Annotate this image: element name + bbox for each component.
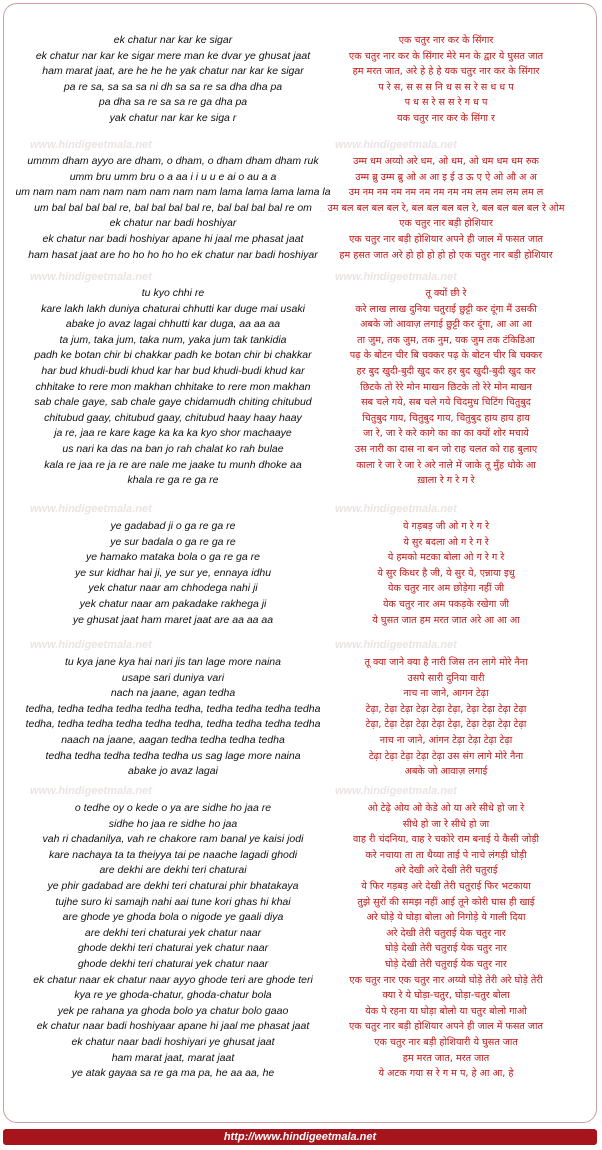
watermark-text: www.hindigeetmala.net: [335, 503, 457, 515]
footer-url-bar: http://www.hindigeetmala.net: [3, 1129, 597, 1145]
lyric-hindi: चितुबुद गाय, चितुबुद गाय, चितुबुद हाय हाय हाय: [362, 412, 530, 424]
lyric-english: ham hasat jaat are ho ho ho ho ho ek chatur nar badi hoshiyar: [28, 248, 318, 261]
lyric-line: [0, 566, 602, 582]
lyric-english: kare nachaya ta ta theiyya tai pe naache lagadi ghodi: [48, 848, 298, 861]
watermark-text: www.hindigeetmala.net: [335, 139, 457, 151]
lyric-line: [0, 550, 602, 566]
lyric-hindi: हम हसत जात अरे हो हो हो हो हो एक चतुर नार बड़ी होशियार: [339, 249, 553, 261]
lyric-line: [0, 764, 602, 780]
lyric-english: tedha tedha tedha tedha tedha us sag lage more naina: [45, 749, 301, 762]
lyric-hindi: यक चतुर नार कर के सिंगा र: [397, 112, 495, 124]
watermark-text: www.hindigeetmala.net: [30, 271, 152, 283]
lyric-line: [0, 973, 602, 989]
lyric-line: [0, 941, 602, 957]
lyric-hindi: टेढ़ा, टेढ़ा टेढ़ा टेढ़ा टेढ़ा टेढ़ा, टेढ़ा टेढ़ा टेढ़ा टेढ़ा: [365, 719, 527, 731]
lyric-line: [0, 64, 602, 80]
lyric-english: ta jum, taka jum, taka num, yaka jum tak tankidia: [59, 333, 287, 346]
lyric-hindi: ये सुर किधर है जी, ये सुर ये, एन्नाया इधु: [377, 567, 515, 579]
lyric-english: yek pe rahana ya ghoda bolo ya chatur bolo gaao: [57, 1004, 289, 1017]
lyric-english: chitubud gaay, chitubud gaay, chitubud haay haay haay: [44, 411, 302, 424]
lyric-english: ye sur badala o ga re ga re: [110, 535, 236, 548]
lyric-english: har bud khudi-budi khud kar har bud khudi-budi khud kar: [41, 364, 305, 377]
lyric-english: yek chatur naar am chhodega nahi ji: [88, 582, 258, 595]
lyric-hindi: ख़ाला रे ग रे ग रे: [417, 475, 475, 487]
lyric-english: kala re jaa re ja re are nale me jaake tu munh dhoke aa: [44, 458, 302, 471]
lyric-english: ghode dekhi teri chaturai yek chatur naar: [77, 957, 269, 970]
lyric-english: ummm dham ayyo are dham, o dham, o dham dham dham ruk: [27, 155, 319, 167]
lyric-english: ye atak gayaa sa re ga ma pa, he aa aa, he: [71, 1067, 275, 1080]
lyric-hindi: ओ टेढ़े ओय ओ केडे ओ या अरे सीधे हो जा रे: [367, 803, 525, 814]
lyric-line: [0, 1066, 602, 1082]
lyric-line: [0, 686, 602, 702]
lyric-line: [0, 988, 602, 1004]
lyric-english: ek chatur naar ek chatur naar ayyo ghode teri are ghode teri: [33, 973, 313, 986]
lyric-hindi: अबके जो आवाज़ लगाई: [404, 766, 488, 778]
lyric-line: [0, 95, 602, 111]
lyric-english: ek chatur nar badi hoshiyar: [109, 217, 237, 230]
lyric-hindi: टेढ़ा, टेढ़ा टेढ़ा टेढ़ा टेढ़ा टेढ़ा, टेढ़ा टेढ़ा टेढ़ा टेढ़ा: [365, 703, 527, 715]
lyric-english: sab chale gaye, sab chale gaye chidamudh chiting chitubud: [34, 396, 312, 409]
lyric-hindi: करे नचाया ता ता थैय्या ताई पे नाचे लंगड़ी घोड़ी: [365, 849, 527, 861]
lyric-english: are dekhi are dekhi teri chaturai: [99, 864, 247, 877]
lyric-line: [0, 395, 602, 411]
lyric-hindi: उसपे सारी दुनिया वारी: [407, 672, 485, 684]
stanza: [0, 801, 602, 1082]
lyric-english: are dekhi teri chaturai yek chatur naar: [84, 926, 262, 939]
lyric-hindi: एक चतुर नार कर के सिंगार: [398, 35, 494, 46]
lyric-english: o tedhe oy o kede o ya are sidhe ho jaa re: [74, 802, 272, 814]
lyric-english: chhitake to rere mon makhan chhitake to rere mon makhan: [35, 380, 311, 393]
lyric-english: yak chatur nar kar ke siga r: [109, 111, 237, 124]
lyric-english: umm bru umm bru o a aa i i u u e ai o au a a: [69, 170, 277, 183]
lyric-hindi: ये फिर गड़बड़ अरे देखी तेरी चतुराई फिर भटकाया: [361, 880, 531, 892]
lyric-line: [0, 519, 602, 535]
lyric-line: [0, 380, 602, 396]
lyric-hindi: येक चतुर नार अम छोड़ेगा नहीं जी: [387, 583, 505, 595]
watermark-text: www.hindigeetmala.net: [335, 785, 457, 797]
watermark-text: www.hindigeetmala.net: [30, 503, 152, 515]
lyric-line: [0, 1051, 602, 1067]
lyric-hindi: टेढ़ा टेढ़ा टेढ़ा टेढ़ा टेढ़ा उस संग लागे मोरे नैना: [368, 750, 524, 762]
lyric-line: [0, 232, 602, 248]
lyric-english: um bal bal bal bal re, bal bal bal bal re, bal bal bal bal re om: [34, 201, 312, 214]
lyric-english: abake jo avaz lagai chhutti kar duga, aa aa aa: [65, 318, 281, 331]
lyric-english: ek chatur nar kar ke sigar: [113, 34, 233, 46]
lyric-line: [0, 458, 602, 474]
lyric-hindi: उम्म धम अय्यो अरे धम, ओ धम, ओ धम धम धम रुक: [353, 156, 539, 167]
lyric-line: [0, 364, 602, 380]
lyric-line: [0, 702, 602, 718]
lyric-line: [0, 333, 602, 349]
lyric-english: pa dha sa re sa sa re ga dha pa: [98, 96, 248, 109]
lyric-hindi: उस नारी का दास ना बन जो राह चलत को राह बुलाए: [354, 443, 538, 455]
lyric-english: ham marat jaat, are he he he yak chatur nar kar ke sigar: [42, 65, 304, 78]
lyric-hindi: अरे देखी तेरी चतुराई येक चतुर नार: [386, 927, 506, 939]
lyric-english: ek chatur nar kar ke sigar mere man ke dvar ye ghusat jaat: [35, 49, 311, 62]
lyric-line: [0, 926, 602, 942]
lyric-line: [0, 426, 602, 442]
lyric-line: [0, 863, 602, 879]
lyric-line: [0, 733, 602, 749]
lyric-english: padh ke botan chir bi chakkar padh ke botan chir bi chakkar: [34, 349, 312, 362]
lyric-hindi: सीधे हो जा रे सीधे हो जा: [402, 818, 490, 830]
lyric-hindi: हर बुद खुदी-बुदी खुद कर हर बुद खुदी-बुदी खुद कर: [356, 365, 536, 377]
lyric-line: [0, 832, 602, 848]
lyric-hindi: एक चतुर नार बड़ी होशियार अपने ही जाल में फसत जात: [349, 1021, 543, 1033]
lyric-english: ek chatur naar badi hoshiyari ye ghusat jaat: [71, 1035, 275, 1048]
lyric-line: [0, 348, 602, 364]
lyric-line: [0, 671, 602, 687]
lyric-line: [0, 80, 602, 96]
lyric-hindi: ये हमको मटका बोला ओ ग रे ग रे: [387, 552, 505, 564]
lyric-hindi: घोड़े देखी तेरी चतुराई येक चतुर नार: [385, 943, 507, 955]
lyric-english: ye sur kidhar hai ji, ye sur ye, ennaya idhu: [74, 566, 272, 579]
lyric-line: [0, 1035, 602, 1051]
lyric-hindi: ये अटक गया स रे ग म प, हे आ आ, हे: [378, 1068, 514, 1080]
lyric-hindi: अरे देखी अरे देखी तेरी चतुराई: [394, 865, 498, 877]
lyric-english: ye gadabad ji o ga re ga re: [110, 520, 236, 532]
lyric-english: tedha, tedha tedha tedha tedha tedha, tedha tedha tedha tedha: [25, 702, 321, 715]
lyric-line: [0, 655, 602, 671]
lyric-line: [0, 170, 602, 186]
watermark-text: www.hindigeetmala.net: [30, 785, 152, 797]
lyric-line: [0, 597, 602, 613]
lyric-hindi: एक चतुर नार बड़ी होशियार: [399, 218, 493, 230]
lyric-line: [0, 1004, 602, 1020]
lyric-hindi: ये घुसत जात हम मरत जात अरे आ आ आ: [372, 614, 520, 626]
lyric-line: [0, 957, 602, 973]
lyric-english: tujhe suro ki samajh nahi aai tune kori ghas hi khai: [55, 895, 291, 908]
lyric-english: vah ri chadanilya, vah re chakore ram banal ye kaisi jodi: [42, 833, 304, 846]
lyric-english: abake jo avaz lagai: [128, 765, 218, 778]
lyric-line: [0, 154, 602, 170]
lyric-hindi: तू क्यों छी रे: [425, 288, 467, 299]
lyric-english: tu kya jane kya hai nari jis tan lage more naina: [65, 656, 281, 668]
lyric-line: [0, 286, 602, 302]
lyric-hindi: ये सुर बदला ओ ग रे ग रे: [403, 536, 489, 548]
lyric-english: are ghode ye ghoda bola o nigode ye gaali diya: [62, 911, 284, 924]
lyric-line: [0, 910, 602, 926]
watermark-text: www.hindigeetmala.net: [335, 271, 457, 283]
lyric-hindi: येक चतुर नार अम पकड़के रखेगा जी: [382, 598, 510, 610]
lyric-hindi: हम मरत जात, मरत जात: [402, 1052, 490, 1064]
watermark-text: www.hindigeetmala.net: [335, 639, 457, 651]
lyric-line: [0, 111, 602, 127]
lyric-english: ye ghusat jaat ham maret jaat are aa aa aa: [72, 613, 274, 626]
lyric-english: pa re sa, sa sa sa ni dh sa sa re sa dha dha pa: [63, 80, 283, 93]
lyric-english: nach na jaane, agan tedha: [110, 687, 236, 700]
lyric-line: [0, 49, 602, 65]
lyric-hindi: उम बल बल बल बल रे, बल बल बल बल रे, बल बल बल बल रे ओम: [327, 202, 565, 214]
lyric-english: usape sari duniya vari: [121, 671, 225, 684]
lyric-hindi: येक पे रहना या घोड़ा बोलो या चतुर बोलो गाओ: [365, 1005, 527, 1017]
lyric-english: ghode dekhi teri chaturai yek chatur naar: [77, 942, 269, 955]
lyric-english: kare lakh lakh duniya chaturai chhutti kar duge mai usaki: [41, 302, 305, 315]
lyric-hindi: छिटके तो रेरे मोन माखन छिटके तो रेरे मोन माखन: [360, 381, 532, 393]
lyric-hindi: वाह री चंदनिया, वाह रे चकोरे राम बनाई ये कैसी जोड़ी: [353, 834, 539, 846]
lyric-hindi: तू क्या जाने क्या है नारी जिस तन लागे मोरे नैना: [364, 657, 528, 668]
lyric-english: yek chatur naar am pakadake rakhega ji: [79, 597, 267, 610]
lyric-hindi: पढ़ के बोटन चीर बि चक्कर पढ़ के बोटन चीर बि चक्कर: [349, 350, 543, 362]
lyric-hindi: नाच ना जाने, आगन टेढ़ा: [403, 688, 489, 700]
lyric-english: sidhe ho jaa re sidhe ho jaa: [108, 817, 238, 830]
lyric-hindi: एक चतुर नार कर के सिंगार मेरे मन के द्वार ये घुसत जात: [348, 50, 544, 62]
lyric-hindi: करे लाख लाख दुनिया चतुराई छुट्टी कर दूंगा मैं उसकी: [355, 303, 537, 315]
lyric-english: naach na jaane, aagan tedha tedha tedha tedha: [61, 733, 285, 746]
lyric-hindi: नाच ना जाने, आंगन टेढ़ा टेढ़ा टेढ़ा टेढ़ा: [379, 734, 513, 746]
lyric-hindi: एक चतुर नार बड़ी होशियारी ये घुसत जात: [374, 1036, 518, 1048]
lyric-hindi: प रे स, स स स नि ध स स रे स ध ध प: [378, 81, 514, 93]
lyric-line: [0, 848, 602, 864]
lyric-english: kya re ye ghoda-chatur, ghoda-chatur bola: [74, 989, 272, 1002]
lyric-hindi: हम मरत जात, अरे हे हे हे यक चतुर नार कर के सिंगार: [352, 66, 540, 78]
lyric-line: [0, 879, 602, 895]
lyric-line: [0, 717, 602, 733]
lyric-english: ek chatur nar badi hoshiyar apane hi jaal me phasat jaat: [42, 232, 304, 245]
lyric-english: ye hamako mataka bola o ga re ga re: [86, 551, 260, 564]
stanza: [0, 519, 602, 628]
stanza: [0, 154, 602, 263]
watermark-text: www.hindigeetmala.net: [30, 639, 152, 651]
lyric-line: [0, 201, 602, 217]
lyric-hindi: अबके जो आवाज़ लगाई छुट्टी कर दूंगा, आ आ आ: [360, 319, 532, 331]
lyric-english: ja re, jaa re kare kage ka ka ka kyo shor machaaye: [54, 427, 292, 440]
lyric-english: tedha, tedha tedha tedha tedha tedha, tedha tedha tedha tedha: [25, 718, 321, 731]
lyric-line: [0, 895, 602, 911]
lyric-line: [0, 442, 602, 458]
lyric-hindi: जा रे, जा रे करे कागे का का का क्यों शोर मचाये: [363, 428, 529, 440]
lyric-hindi: ता जुम, तक जुम, तक नुम, यक जुम तक टंकिडिआ: [357, 334, 535, 346]
lyric-hindi: एक चतुर नार एक चतुर नार अय्यो घोड़े तेरी अरे घोड़े तेरी: [349, 974, 543, 986]
lyric-line: [0, 216, 602, 232]
lyric-hindi: अरे घोड़े ये घोड़ा बोला ओ निगोड़े ये गाली दिया: [366, 912, 526, 924]
lyric-english: ek chatur naar badi hoshiyaar apane hi jaal me phasat jaat: [36, 1020, 310, 1033]
lyric-line: [0, 317, 602, 333]
lyric-line: [0, 411, 602, 427]
lyric-hindi: घोड़े देखी तेरी चतुराई येक चतुर नार: [385, 958, 507, 970]
lyric-line: [0, 33, 602, 49]
lyric-hindi: क्या रे ये घोड़ा-चतुर, घोड़ा-चतुर बोला: [382, 990, 510, 1002]
lyric-line: [0, 302, 602, 318]
lyric-hindi: प ध स रे स स रे ग ध प: [404, 97, 488, 109]
lyric-line: [0, 473, 602, 489]
lyric-english: ham marat jaat, marat jaat: [111, 1051, 235, 1064]
lyric-line: [0, 535, 602, 551]
stanza: [0, 33, 602, 127]
lyric-line: [0, 248, 602, 264]
lyric-line: [0, 185, 602, 201]
lyric-line: [0, 817, 602, 833]
lyric-english: us nari ka das na ban jo rah chalat ko rah bulae: [62, 442, 284, 455]
lyric-line: [0, 581, 602, 597]
lyric-line: [0, 801, 602, 817]
stanza: [0, 286, 602, 489]
lyric-hindi: उम्म ब्रु उम्म ब्रु ओ अ आ इ ई उ ऊ ए ऐ ओ औ अ अ: [355, 171, 537, 183]
lyric-english: ye phir gadabad are dekhi teri chaturai phir bhatakaya: [47, 879, 299, 892]
lyric-line: [0, 749, 602, 765]
lyric-hindi: तुझे सुरों की समझ नहीं आई तूने कोरी घास ही खाई: [357, 896, 535, 908]
lyric-line: [0, 613, 602, 629]
lyric-english: khala re ga re ga re: [127, 474, 219, 487]
lyric-hindi: सब चले गये, सब चले गये चिदमुध चिटिंग चितुबुद: [361, 397, 531, 409]
lyric-hindi: ये गड़बड़ जी ओ ग रे ग रे: [402, 521, 490, 532]
lyric-hindi: एक चतुर नार बड़ी होशियार अपने ही जाल में फसत जात: [349, 233, 543, 245]
lyric-line: [0, 1019, 602, 1035]
stanza: [0, 655, 602, 780]
lyric-english: tu kyo chhi re: [141, 287, 205, 299]
watermark-text: www.hindigeetmala.net: [30, 139, 152, 151]
lyric-hindi: काला रे जा रे जा रे अरे नाले में जाके तू मुँह धोके आ: [356, 459, 536, 471]
lyric-english: um nam nam nam nam nam nam nam nam lama lama lama lama la: [15, 186, 331, 199]
lyric-hindi: उम नम नम नम नम नम नम नम नम लम लम लम लम ल: [348, 187, 544, 199]
